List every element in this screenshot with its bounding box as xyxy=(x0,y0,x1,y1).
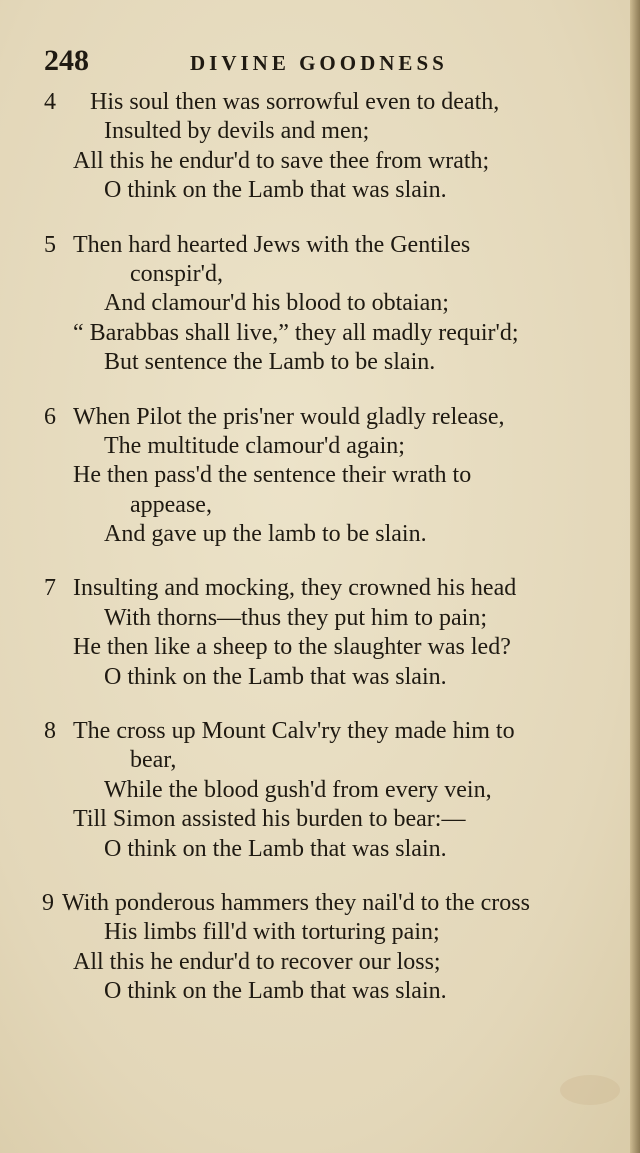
verse-line-text: While the blood gush'd from every vein, xyxy=(104,776,492,803)
verse-line-text: His soul then was sorrowful even to death, xyxy=(90,89,500,115)
verse-line-text: Insulting and mocking, they crowned his head xyxy=(73,575,517,602)
verse-line xyxy=(0,231,630,260)
verse-line-text: appease, xyxy=(130,491,212,518)
verse-line-text: O think on the Lamb that was slain. xyxy=(104,663,447,690)
verse-line xyxy=(0,260,630,289)
verse-line xyxy=(0,319,630,348)
verse-7 xyxy=(0,574,630,692)
verse-line xyxy=(0,604,630,633)
verse-5 xyxy=(0,231,630,378)
verse-line xyxy=(0,977,630,1006)
verse-line xyxy=(0,889,630,918)
verse-line-text: O think on the Lamb that was slain. xyxy=(104,978,447,1005)
verse-line-text: When Pilot the pris'ner would gladly release, xyxy=(73,403,505,430)
verse-line xyxy=(0,147,630,176)
verse-line xyxy=(0,176,630,205)
verse-line xyxy=(0,948,630,977)
verse-line-text: The cross up Mount Calv'ry they made him to xyxy=(73,718,515,745)
verse-line xyxy=(0,491,630,520)
verse-line xyxy=(0,663,630,692)
verse-number: 9 xyxy=(42,889,54,916)
verse-line-text: O think on the Lamb that was slain. xyxy=(104,835,447,862)
verse-line-text: With thorns—thus they put him to pain; xyxy=(104,604,488,631)
verse-line-text: And clamour'd his blood to obtaian; xyxy=(104,290,449,317)
verse-line-text: Till Simon assisted his burden to bear:— xyxy=(73,806,466,833)
verse-line-text: O think on the Lamb that was slain. xyxy=(104,177,447,204)
verse-line xyxy=(0,717,630,746)
verse-line xyxy=(0,461,630,490)
paper-stain xyxy=(560,1075,620,1105)
verse-6 xyxy=(0,403,630,550)
verse-4 xyxy=(0,88,630,206)
verse-line-text: He then like a sheep to the slaughter was led? xyxy=(73,634,511,661)
verse-line xyxy=(0,289,630,318)
verse-line xyxy=(0,117,630,146)
running-head: DIVINE GOODNESS xyxy=(190,51,448,75)
book-spine-edge xyxy=(630,0,640,1153)
verse-line xyxy=(0,88,630,117)
verse-line-text: But sentence the Lamb to be slain. xyxy=(104,349,436,376)
verse-number: 6 xyxy=(44,403,56,430)
verse-line-text: All this he endur'd to recover our loss; xyxy=(73,948,441,975)
verse-number: 4 xyxy=(44,89,56,115)
verse-line-text: He then pass'd the sentence their wrath to xyxy=(73,462,472,489)
verse-number: 7 xyxy=(44,575,56,602)
page-header xyxy=(44,44,604,78)
verse-line xyxy=(0,776,630,805)
hymn-verses xyxy=(0,88,630,1032)
verse-line-text: bear, xyxy=(130,747,177,774)
verse-8 xyxy=(0,717,630,864)
verse-line xyxy=(0,348,630,377)
verse-line-text: Insulted by devils and men; xyxy=(104,118,370,145)
verse-line-text: “ Barabbas shall live,” they all madly requir'd; xyxy=(73,319,519,346)
verse-line-text: Then hard hearted Jews with the Gentiles xyxy=(73,231,471,258)
verse-line xyxy=(0,574,630,603)
page-number: 248 xyxy=(44,44,89,77)
verse-line-text: conspir'd, xyxy=(130,260,223,287)
verse-line xyxy=(0,746,630,775)
verse-number: 8 xyxy=(44,718,56,745)
verse-9 xyxy=(0,889,630,1007)
verse-number: 5 xyxy=(44,231,56,258)
verse-line xyxy=(0,918,630,947)
verse-line xyxy=(0,520,630,549)
verse-line xyxy=(0,403,630,432)
verse-line xyxy=(0,835,630,864)
verse-line-text: The multitude clamour'd again; xyxy=(104,432,405,459)
verse-line-text: And gave up the lamb to be slain. xyxy=(104,521,427,548)
verse-line xyxy=(0,633,630,662)
verse-line xyxy=(0,805,630,834)
verse-line-text: His limbs fill'd with torturing pain; xyxy=(104,919,440,946)
verse-line-text: All this he endur'd to save thee from wrath; xyxy=(73,147,490,174)
verse-line xyxy=(0,432,630,461)
verse-line-text: With ponderous hammers they nail'd to the cross xyxy=(62,889,530,916)
